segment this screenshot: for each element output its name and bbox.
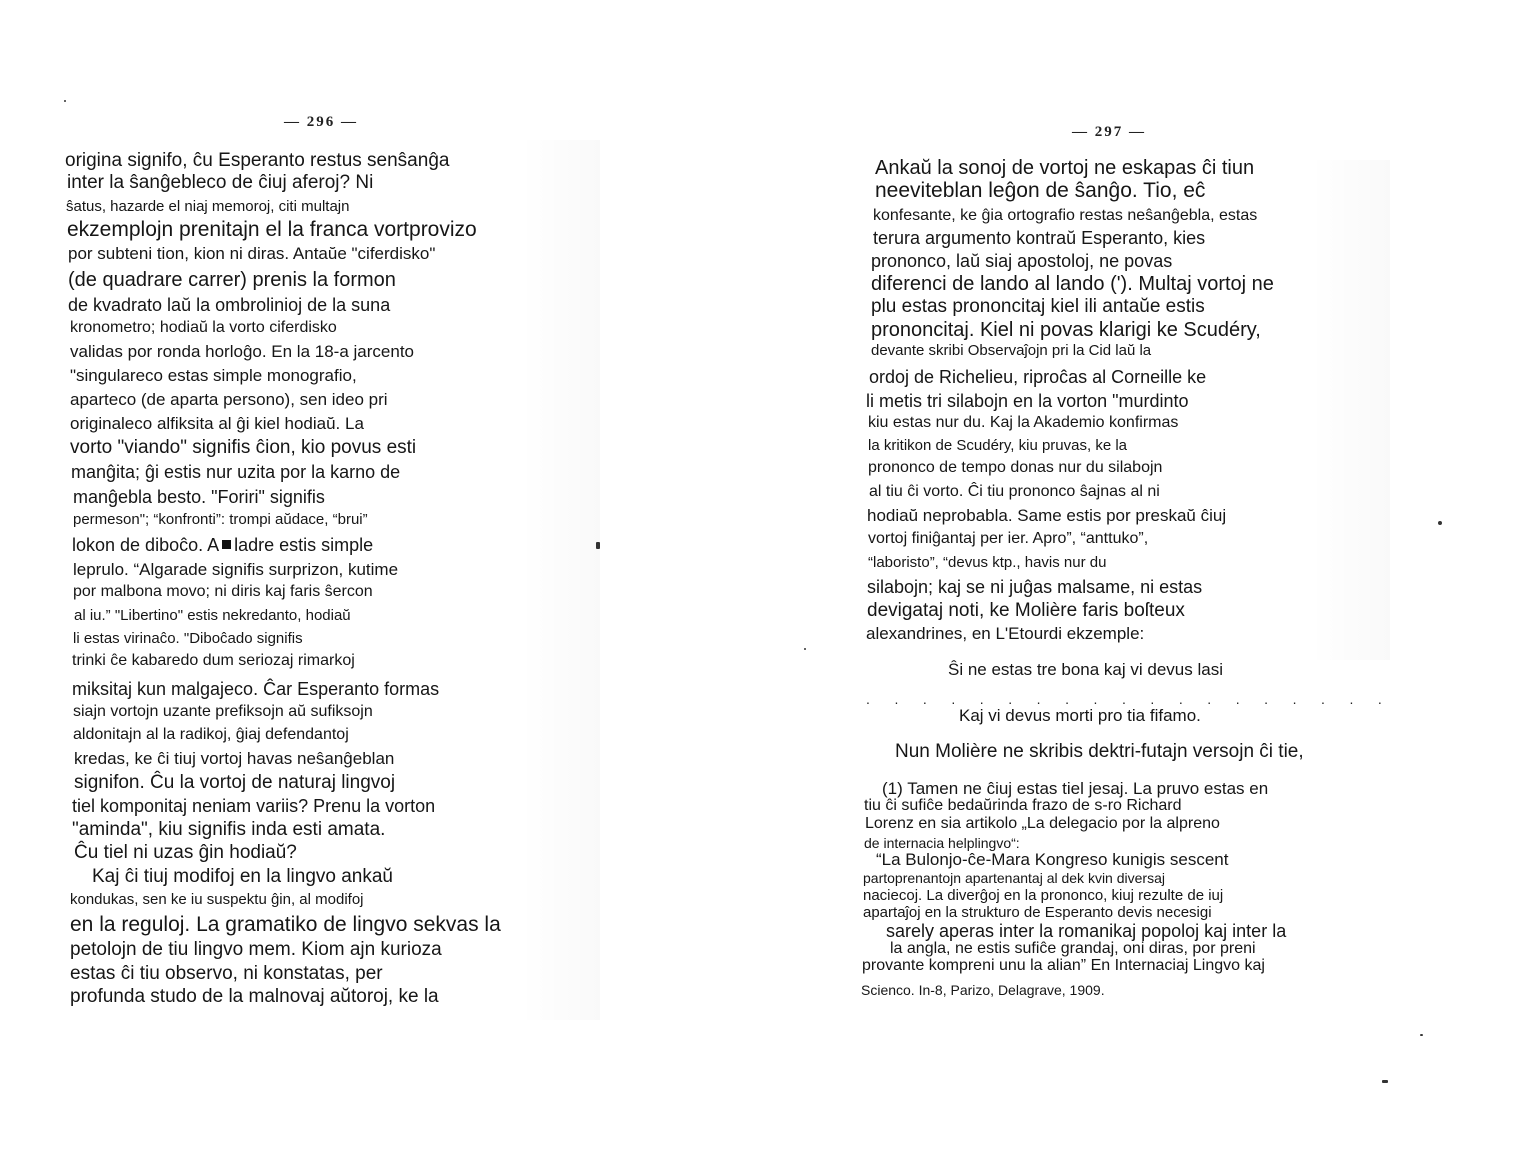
scan-speck [1438, 521, 1442, 525]
text-line: kiu estas nur du. Kaj la Akademio konfirmas [868, 414, 1179, 431]
text-line: ŝatus, hazarde el niaj memoroj, citi multajn [66, 198, 350, 215]
text-line: estas ĉi tiu observo, ni konstatas, per [70, 963, 383, 984]
verse-line: Ŝi ne estas tre bona kaj vi devus lasi [948, 660, 1223, 679]
text-line: li metis tri silabojn en la vorton "murdinto [866, 391, 1189, 411]
text-line: prononco de tempo donas nur du silabojn [868, 459, 1163, 476]
text-line: silabojn; kaj se ni juĝas malsame, ni estas [867, 577, 1203, 597]
ellipsis-dot: . [1121, 691, 1126, 707]
text-fragment: ladre estis simple [234, 535, 374, 555]
scan-speck [804, 648, 806, 650]
text-line: kondukas, sen ke iu suspektu ĝin, al modifoj [70, 891, 364, 908]
text-line: kredas, ke ĉi tiuj vortoj havas neŝanĝeblan [74, 749, 395, 768]
text-line: prononco, laŭ siaj apostoloj, ne povas [871, 251, 1173, 271]
text-line: konfesante, ke ĝia ortografio restas neŝanĝebla, estas [873, 207, 1258, 224]
text-line: ordoj de Richelieu, riproĉas al Corneille ke [869, 367, 1207, 387]
text-line: alexandrines, en L'Etourdi ekzemple: [866, 624, 1145, 643]
text-line: siajn vortojn uzante prefiksojn aŭ sufiksojn [73, 703, 373, 720]
text-line: profunda studo de la malnovaj aŭtoroj, ke la [70, 986, 439, 1007]
page-number: — 296 — [284, 114, 358, 130]
text-line: la kritikon de Scudéry, kiu pruvas, ke la [868, 437, 1128, 454]
text-line: Nun Molière ne skribis dektri-futajn versojn ĉi tie, [895, 741, 1304, 762]
text-line: por malbona movo; ni diris kaj faris ŝercon [73, 583, 373, 600]
text-line: Ankaŭ la sonoj de vortoj ne eskapas ĉi tiun [875, 157, 1255, 179]
text-line: aparteco (de aparta persono), sen ideo pri [70, 390, 388, 409]
ellipsis-dot: . [1093, 691, 1098, 707]
text-line: vortoj finiĝantaj per ier. Apro”, “anttuko”, [868, 530, 1149, 547]
ellipsis-dot: . [1207, 691, 1212, 707]
ellipsis-dot: . [1349, 691, 1354, 707]
ellipsis-dot: . [1377, 691, 1382, 707]
text-line: kronometro; hodiaŭ la vorto ciferdisko [70, 319, 337, 336]
ellipsis-dot: . [1008, 691, 1013, 707]
footnote-line: de internacia helplingvo“: [864, 835, 1020, 851]
ellipsis-dot: . [979, 691, 984, 707]
text-line: inter la ŝanĝebleco de ĉiuj aferoj? Ni [67, 172, 374, 193]
scan-speck [64, 100, 66, 102]
text-line: validas por ronda horloĝo. En la 18-a jarcento [70, 342, 414, 361]
text-line: terura argumento kontraŭ Esperanto, kies [873, 228, 1206, 248]
verse-ellipsis-dots [866, 692, 1382, 706]
text-line: diferenci de lando al lando ('). Multaj vortoj ne [871, 273, 1274, 295]
scan-speck [1382, 1080, 1388, 1083]
text-line: origina signifo, ĉu Esperanto restus senŝanĝa [65, 150, 450, 171]
text-line: ekzemplojn prenitajn el la franca vortprovizo [67, 218, 477, 241]
footnote-line: apartaĵoj en la strukturo de Esperanto devis necesigi [863, 904, 1212, 921]
text-line: Ĉu tiel ni uzas ĝin hodiaŭ? [74, 842, 297, 863]
ellipsis-dot: . [1235, 691, 1240, 707]
text-line: signifon. Ĉu la vortoj de naturaj lingvoj [74, 772, 396, 793]
scan-shading [520, 140, 600, 1020]
footnote-line: naciecoj. La diverĝoj en la prononco, kiuj rezulte de iuj [863, 887, 1224, 904]
text-line: manĝita; ĝi estis nur uzita por la karno de [71, 462, 401, 482]
ellipsis-dot: . [1036, 691, 1041, 707]
footnote-line: tiu ĉi sufiĉe bedaŭrinda frazo de s-ro Richard [864, 797, 1182, 814]
ellipsis-dot: . [894, 691, 899, 707]
text-line: leprulo. “Algarade signifis surprizon, kutime [73, 560, 399, 579]
square-bullet-icon [222, 540, 231, 549]
text-line: "singulareco estas simple monografio, [70, 366, 357, 385]
ellipsis-dot: . [1321, 691, 1325, 707]
text-line: (de quadrare carrer) prenis la formon [68, 269, 396, 291]
text-line: neeviteblan leĝon de ŝanĝo. Tio, eĉ [875, 179, 1206, 202]
footnote-line: la angla, ne estis sufiĉe grandaj, oni diras, por preni [890, 940, 1256, 957]
text-line: al tiu ĉi vorto. Ĉi tiu prononco ŝajnas al ni [869, 483, 1160, 500]
text-line: de kvadrato laŭ la ombrolinioj de la suna [68, 295, 391, 315]
ellipsis-dot: . [1065, 691, 1069, 707]
text-line: vorto "viando" signifis ĉion, kio povus esti [70, 437, 417, 458]
text-line: miksitaj kun malgajeco. Ĉar Esperanto formas [72, 679, 440, 699]
text-line [72, 536, 373, 554]
text-line: al iu.” "Libertino" estis nekredanto, hodiaŭ [74, 607, 351, 624]
text-line: "aminda", kiu signifis inda esti amata. [72, 819, 386, 840]
text-line: tiel komponitaj neniam variis? Prenu la vorton [72, 796, 436, 816]
text-line: en la reguloj. La gramatiko de lingvo sekvas la [70, 913, 501, 936]
scan-speck [1420, 1034, 1423, 1036]
ellipsis-dot: . [951, 691, 956, 707]
text-line: plu estas prononcitaj kiel ili antaŭe estis [871, 296, 1205, 317]
text-line: Kaj ĉi tiuj modifoj en la lingvo ankaŭ [92, 866, 394, 887]
text-line: li estas virinaĉo. "Diboĉado signifis [73, 630, 303, 647]
ellipsis-dot: . [1292, 691, 1297, 707]
ellipsis-dot: . [1178, 691, 1183, 707]
text-line: devante skribi Observaĵojn pri la Cid laŭ la [871, 342, 1152, 359]
footnote-line: partoprenantojn apartenantaj al dek kvin diversaj [863, 870, 1165, 886]
scan-shading [1310, 160, 1390, 660]
text-line: petolojn de tiu lingvo mem. Kiom ajn kurioza [70, 939, 442, 960]
text-line: hodiaŭ neprobabla. Same estis por preskaŭ ĉiuj [867, 506, 1227, 525]
text-line: permeson"; “konfronti”: trompi aŭdace, “brui” [73, 511, 368, 528]
ellipsis-dot: . [1264, 691, 1269, 707]
footnote-line: Scienco. In-8, Parizo, Delagrave, 1909. [861, 982, 1105, 998]
right-page [760, 0, 1517, 1158]
text-line: prononcitaj. Kiel ni povas klarigi ke Scudéry, [871, 319, 1261, 341]
text-line: aldonitajn al la radikoj, ĝiaj defendantoj [73, 726, 349, 743]
text-line: “laboristo”, “devus ktp., havis nur du [868, 554, 1107, 571]
text-line: trinki ĉe kabaredo dum seriozaj rimarkoj [72, 652, 355, 669]
footnote-line: sarely aperas inter la romanikaj popoloj kaj inter la [886, 921, 1287, 941]
text-line: por subteni tion, kion ni diras. Antaŭe "ciferdisko" [68, 244, 436, 263]
footnote-line: “La Bulonjo-ĉe-Mara Kongreso kunigis sescent [876, 850, 1229, 869]
footnote-line: provante kompreni unu la alian” En Internaciaj Lingvo kaj [862, 957, 1265, 974]
ellipsis-dot: . [866, 691, 870, 707]
text-line: devigataj noti, ke Molière faris boſteux [867, 600, 1185, 621]
ellipsis-dot: . [922, 691, 927, 707]
footnote-line: Lorenz en sia artikolo „La delegacio por la alpreno [865, 815, 1220, 832]
verse-line: Kaj vi devus morti pro tia fifamo. [959, 706, 1201, 725]
text-line: manĝebla besto. "Foriri" signifis [73, 487, 325, 507]
footnote-line: (1) Tamen ne ĉiuj estas tiel jesaj. La pruvo estas en [882, 779, 1269, 798]
page-number: — 297 — [1072, 124, 1146, 140]
text-line: originaleco alfiksita al ĝi kiel hodiaŭ. La [70, 414, 364, 433]
ellipsis-dot: . [1150, 691, 1155, 707]
text-fragment: lokon de diboĉo. A [72, 535, 220, 555]
scan-speck [596, 542, 600, 549]
